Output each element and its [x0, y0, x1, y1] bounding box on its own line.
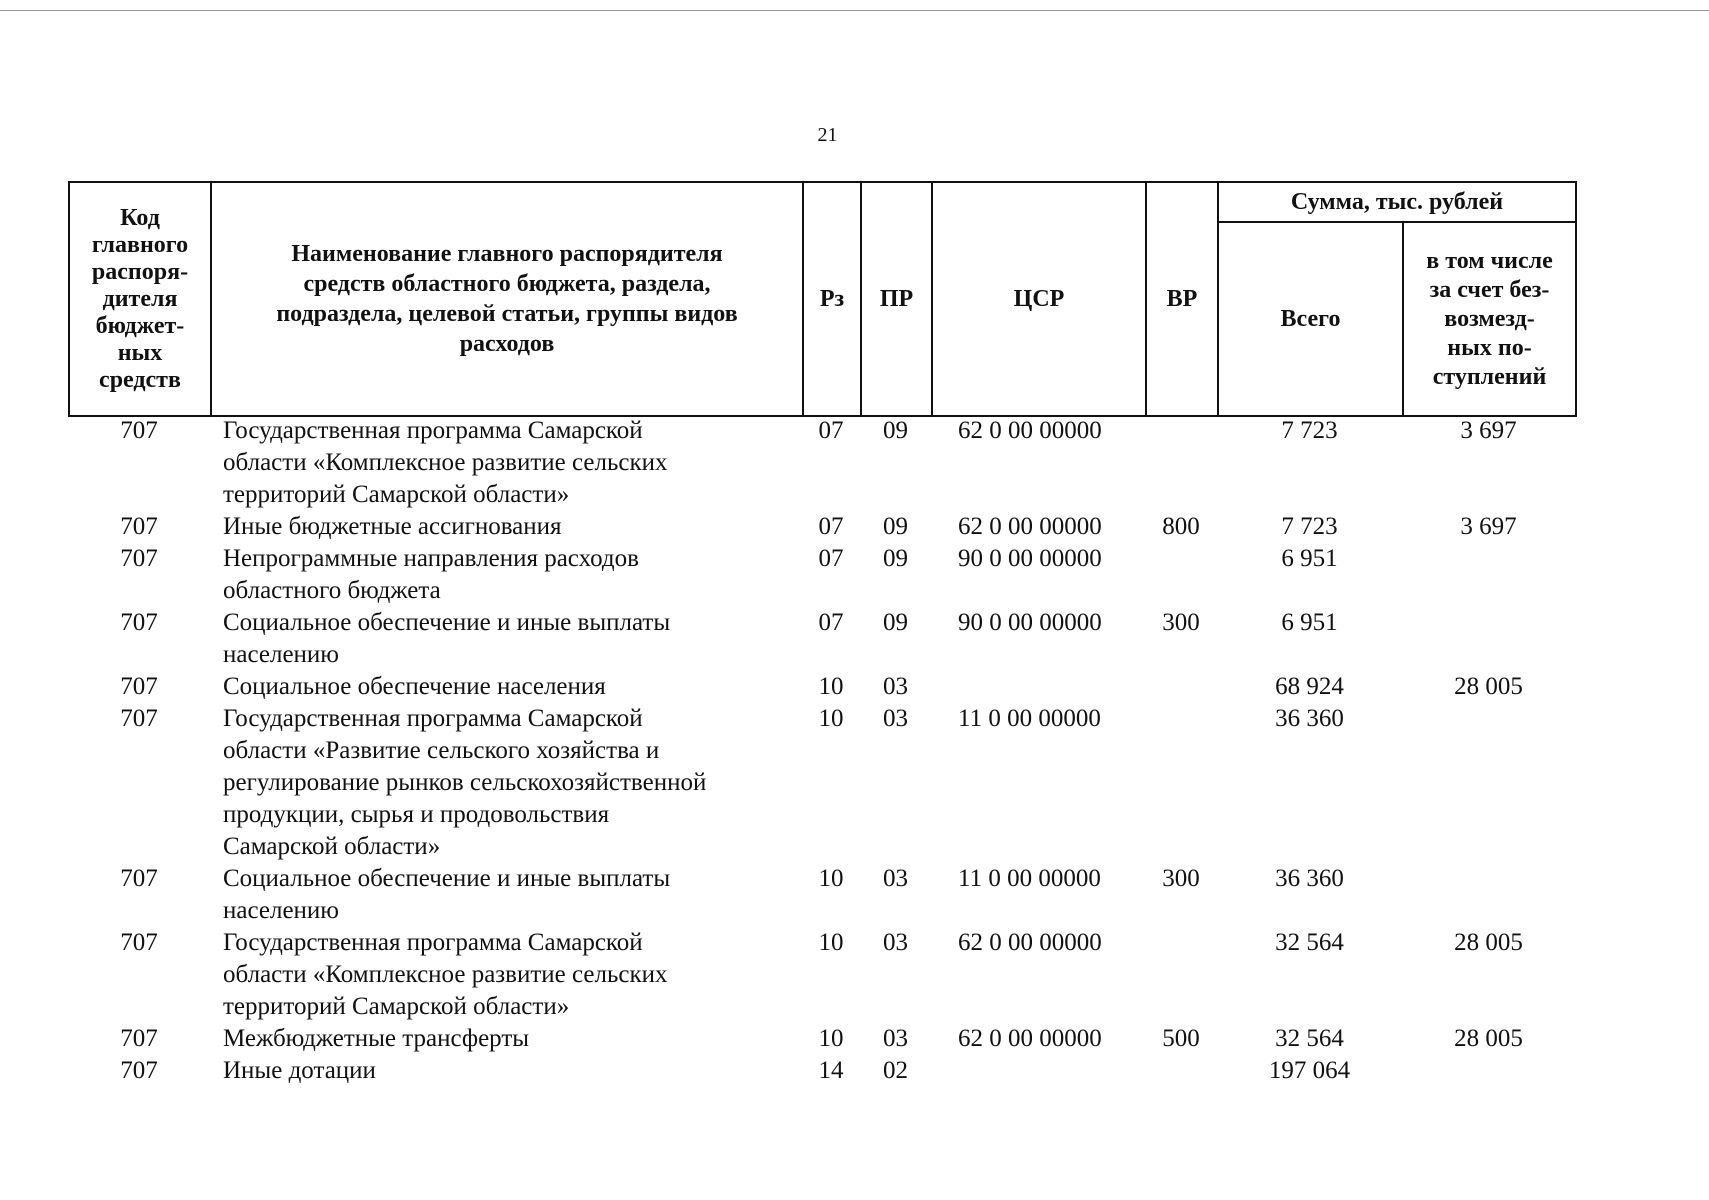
table-row	[68, 703, 1575, 863]
row-pr: 03	[883, 705, 908, 732]
row-name	[210, 543, 802, 607]
row-code: 707	[120, 609, 158, 636]
row-pr: 03	[883, 673, 908, 700]
row-name-line: области «Развитие сельского хозяйства и	[223, 737, 660, 764]
header-total: Всего	[1218, 222, 1403, 416]
row-name-line: Самарской области»	[223, 833, 441, 860]
header-pr: ПР	[861, 182, 932, 416]
row-name-line: территорий Самарской области»	[223, 993, 570, 1020]
row-code: 707	[120, 865, 158, 892]
row-name-line: Иные бюджетные ассигнования	[223, 513, 562, 540]
row-csr: 11 0 00 00000	[958, 705, 1101, 732]
row-pr: 02	[883, 1057, 908, 1084]
table-row	[68, 1055, 1575, 1087]
row-incl	[1402, 703, 1575, 863]
row-name	[210, 927, 802, 1023]
row-incl: 28 005	[1454, 1025, 1523, 1052]
header-csr: ЦСР	[932, 182, 1146, 416]
budget-table-header	[68, 181, 1577, 417]
row-total: 7 723	[1281, 417, 1338, 444]
row-incl	[1402, 1055, 1575, 1087]
row-vr	[1145, 671, 1217, 703]
row-name-line: областного бюджета	[223, 577, 441, 604]
row-csr	[931, 671, 1145, 703]
row-csr: 11 0 00 00000	[958, 865, 1101, 892]
row-incl	[1402, 543, 1575, 607]
row-code: 707	[120, 1025, 158, 1052]
row-name	[210, 415, 802, 511]
row-name-line: Государственная программа Самарской	[223, 417, 643, 444]
row-vr	[1145, 703, 1217, 863]
row-rz: 07	[818, 513, 844, 540]
row-rz: 10	[818, 865, 844, 892]
row-pr: 09	[883, 513, 908, 540]
row-incl: 28 005	[1454, 673, 1523, 700]
row-rz: 07	[818, 417, 844, 444]
row-vr: 500	[1162, 1025, 1200, 1052]
page-number: 21	[817, 124, 838, 146]
row-total: 36 360	[1275, 705, 1344, 732]
row-csr	[931, 1055, 1145, 1087]
row-rz: 07	[818, 545, 844, 572]
row-total: 7 723	[1281, 513, 1338, 540]
row-code: 707	[120, 673, 158, 700]
row-vr: 300	[1162, 609, 1200, 636]
row-rz: 07	[818, 609, 844, 636]
row-name-line: Межбюджетные трансферты	[223, 1025, 530, 1052]
row-name-line: области «Комплексное развитие сельских	[223, 449, 668, 476]
row-rz: 10	[818, 929, 844, 956]
row-total: 6 951	[1281, 609, 1338, 636]
row-incl: 28 005	[1454, 929, 1523, 956]
row-name-line: населению	[223, 897, 339, 924]
row-name-line: территорий Самарской области»	[223, 481, 570, 508]
header-rz: Рз	[803, 182, 861, 416]
table-row	[68, 511, 1575, 543]
row-pr: 03	[883, 865, 908, 892]
row-rz: 10	[818, 1025, 844, 1052]
top-rule	[0, 10, 1709, 11]
row-name	[210, 1055, 802, 1087]
row-code: 707	[120, 545, 158, 572]
row-name	[210, 703, 802, 863]
row-code: 707	[120, 705, 158, 732]
row-name-line: Социальное обеспечение и иные выплаты	[223, 609, 671, 636]
table-row	[68, 1023, 1575, 1055]
row-name-line: Социальное обеспечение населения	[223, 673, 606, 700]
row-name	[210, 671, 802, 703]
row-pr: 09	[883, 417, 908, 444]
row-pr: 09	[883, 545, 908, 572]
row-csr: 62 0 00 00000	[958, 513, 1102, 540]
row-code: 707	[120, 929, 158, 956]
table-row	[68, 927, 1575, 1023]
row-name	[210, 607, 802, 671]
header-sum: Сумма, тыс. рублей	[1218, 182, 1576, 222]
row-total: 32 564	[1275, 1025, 1344, 1052]
table-row	[68, 415, 1575, 511]
row-name	[210, 1023, 802, 1055]
row-rz: 10	[818, 705, 844, 732]
row-rz: 10	[818, 673, 844, 700]
row-vr	[1145, 927, 1217, 1023]
row-name-line: населению	[223, 641, 339, 668]
row-vr	[1145, 415, 1217, 511]
row-incl	[1402, 863, 1575, 927]
row-name-line: Государственная программа Самарской	[223, 929, 643, 956]
table-row	[68, 607, 1575, 671]
row-incl: 3 697	[1460, 513, 1517, 540]
row-csr: 62 0 00 00000	[958, 417, 1102, 444]
row-pr: 09	[883, 609, 908, 636]
header-name: Наименование главного распорядителя средств областного бюджета, раздела, подраздела, целевой статьи, группы видов расходов	[211, 182, 803, 416]
header-incl: в том числе за счет без- возмезд- ных по- ступлений	[1403, 222, 1576, 416]
row-rz: 14	[818, 1057, 844, 1084]
row-code: 707	[120, 1057, 158, 1084]
row-total: 6 951	[1281, 545, 1338, 572]
table-row	[68, 671, 1575, 703]
row-csr: 62 0 00 00000	[958, 929, 1102, 956]
row-vr: 800	[1162, 513, 1200, 540]
row-name	[210, 863, 802, 927]
row-name-line: регулирование рынков сельскохозяйственной	[223, 769, 707, 796]
row-name-line: Иные дотации	[223, 1057, 376, 1084]
header-vr: ВР	[1146, 182, 1218, 416]
row-vr	[1145, 543, 1217, 607]
row-total: 197 064	[1268, 1057, 1351, 1084]
row-incl: 3 697	[1460, 417, 1517, 444]
row-code: 707	[120, 417, 158, 444]
row-pr: 03	[883, 929, 908, 956]
row-csr: 90 0 00 00000	[958, 545, 1102, 572]
row-vr: 300	[1162, 865, 1200, 892]
row-code: 707	[120, 513, 158, 540]
table-row	[68, 863, 1575, 927]
header-code: Код главного распоря- дителя бюджет- ных средств	[69, 182, 211, 416]
row-total: 68 924	[1275, 673, 1344, 700]
row-name-line: области «Комплексное развитие сельских	[223, 961, 668, 988]
row-name-line: Государственная программа Самарской	[223, 705, 643, 732]
row-name	[210, 511, 802, 543]
row-name-line: Социальное обеспечение и иные выплаты	[223, 865, 671, 892]
table-rows	[68, 415, 1575, 1087]
row-total: 36 360	[1275, 865, 1344, 892]
row-csr: 62 0 00 00000	[958, 1025, 1102, 1052]
row-vr	[1145, 1055, 1217, 1087]
row-pr: 03	[883, 1025, 908, 1052]
row-name-line: Непрограммные направления расходов	[223, 545, 639, 572]
table-row	[68, 543, 1575, 607]
budget-table-body	[68, 415, 1575, 1087]
row-total: 32 564	[1275, 929, 1344, 956]
row-name-line: продукции, сырья и продовольствия	[223, 801, 610, 828]
row-incl	[1402, 607, 1575, 671]
row-csr: 90 0 00 00000	[958, 609, 1102, 636]
